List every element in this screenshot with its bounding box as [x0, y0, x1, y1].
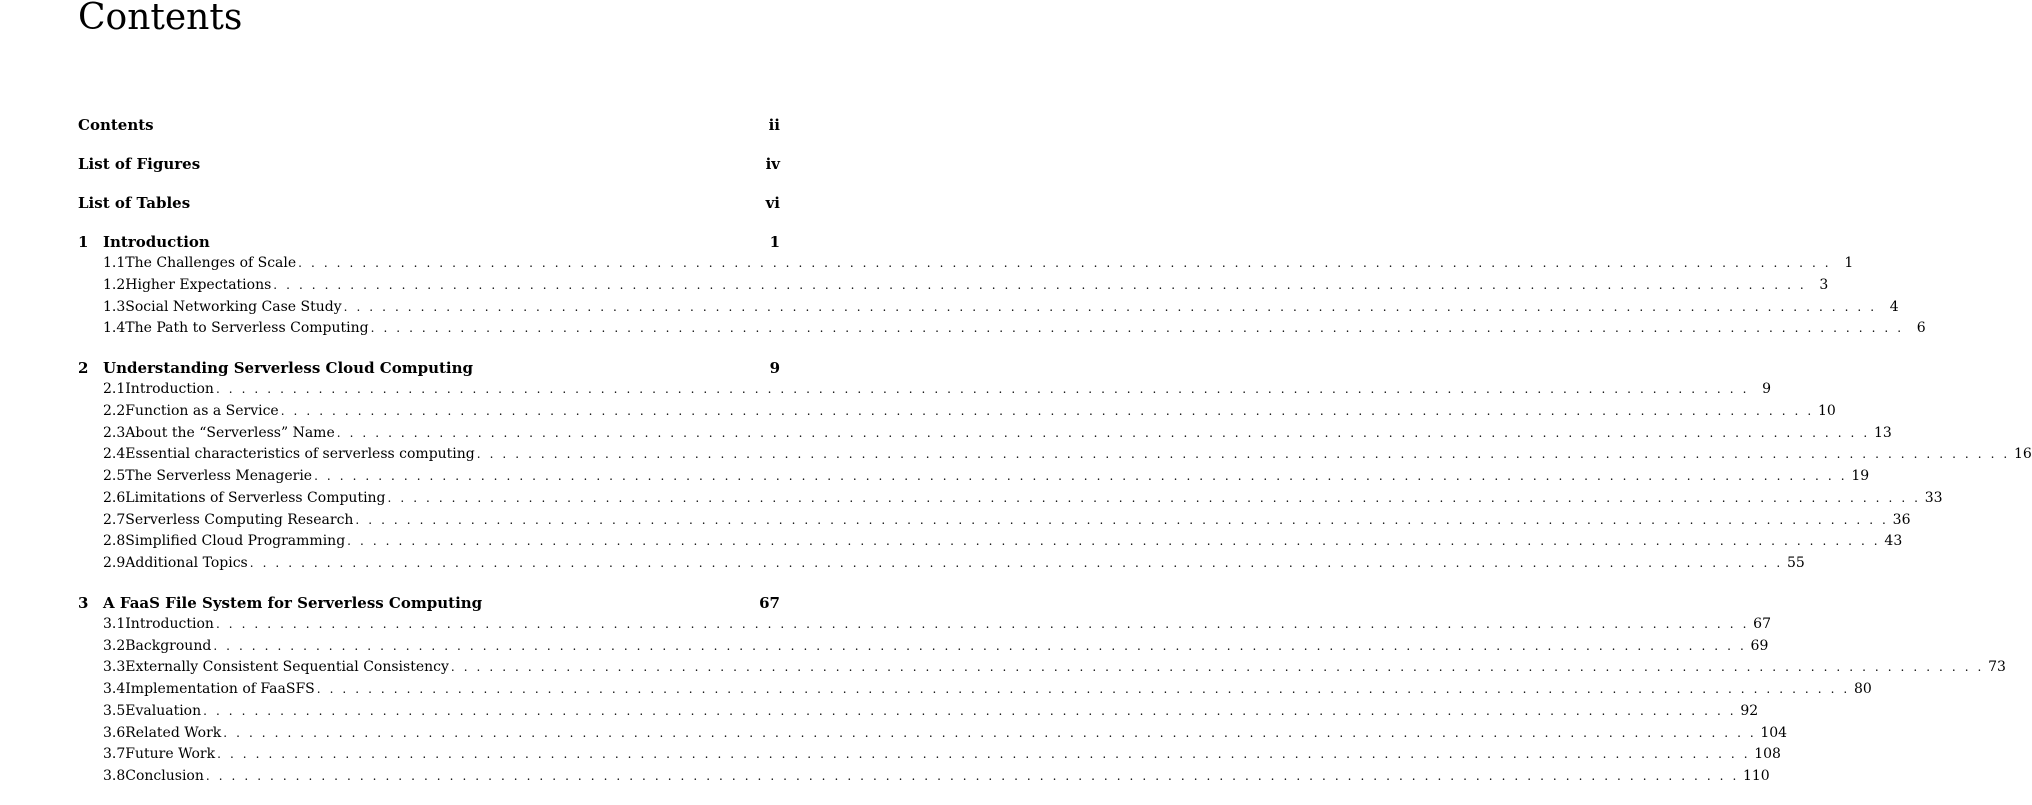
toc-section-entry[interactable]	[78, 766, 1770, 788]
toc-section-title: The Path to Serverless Computing	[125, 320, 369, 337]
toc-section-number: 1.2	[103, 276, 126, 293]
toc-dot-leader: . . . . . . . . . . . . . . . . . . . . . . . . . . . . . . . . . . . . . . . . . . . . . . . . . . . . . . . . . . . . . . . . . . . . . . . . . . . . . . . . . . . . . . . . . . . . . . . . . . . . . . . . . . . . . . . . . . . . . . . .	[215, 616, 1749, 631]
toc-section-entry[interactable]	[78, 723, 1788, 745]
toc-section-number: 2.5	[103, 468, 126, 484]
toc-section-title: Additional Topics	[125, 555, 248, 571]
toc-section-title: Externally Consistent Sequential Consistency	[125, 659, 449, 676]
toc-dot-leader: . . . . . . . . . . . . . . . . . . . . . . . . . . . . . . . . . . . . . . . . . . . . . . . . . . . . . . . . . . . . . . . . . . . . . . . . . . . . . . . . . . . . . . . . . . . . . . . . . . . . . . . . . . . . . . . . . . . . . . . .	[316, 682, 1850, 696]
toc-page-number: 33	[1924, 489, 1943, 506]
toc-page-number: vi	[765, 194, 780, 212]
toc-front-matter-entry[interactable]	[78, 114, 780, 136]
toc-dot-leader: . . . . . . . . . . . . . . . . . . . . . . . . . . . . . . . . . . . . . . . . . . . . . . . . . . . . . . . . . . . . . . . . . . . . . . . . . . . . . . . . . . . . . . . . . . . . . . . . . . . . . . . . . . . . . . . . . . . . . . . .	[223, 725, 1757, 740]
toc-chapter-title: Understanding Serverless Cloud Computing	[103, 359, 474, 377]
toc-section-number: 1.4	[103, 320, 126, 337]
toc-chapter-number: 2	[78, 359, 89, 377]
toc-dot-leader: . . . . . . . . . . . . . . . . . . . . . . . . . . . . . . . . . . . . . . . . . . . . . . . . . . . . . . . . . . . . . . . . . . . . . . . . . . . . . . . . . . . . . . . . . . . . . . . . . . . . . . . . . . . . . . . . . . . . . . . .	[347, 534, 1881, 549]
toc-page-number: 43	[1884, 533, 1903, 550]
toc-dot-leader: . . . . . . . . . . . . . . . . . . . . . . . . . . . . . . . . . . . . . . . . . . . . . . . . . . . . . . . . . . . . . . . . . . . . . . . . . . . . . . . . . . . . . . . . . . . . . . . . . . . . . . . . . . . . . . . . . . . . . . . .	[215, 382, 1749, 396]
toc-section-number: 3.4	[103, 681, 126, 697]
toc-section-entry[interactable]	[78, 614, 1771, 636]
toc-section-entry[interactable]	[78, 636, 1769, 658]
toc-section-title: Social Networking Case Study	[125, 298, 342, 315]
toc-dot-leader: . . . . . . . . . . . . . . . . . . . . . . . . . . . . . . . . . . . . . . . . . . . . . . . . . . . . . . . . . . . . . . . . . . . . . . . . . . . . . . . . . . . . . . . . . . . . . . . . . . . . . . . . . . . . . . . . . . . . . . . .	[476, 447, 2010, 462]
toc-section-entry[interactable]	[78, 679, 1872, 701]
toc-section-number: 3.6	[103, 724, 126, 741]
toc-dot-leader: . . . . . . . . . . . . . . . . . . . . . . . . . . . . . . . . . . . . . . . . . . . . . . . . . . . . . . . . . . . . . . . . . . . . . . . . . . . . . . . . . . . . . . . . . . . . . . . . . . . . . . . . . . . . . . . . . . . . . . . .	[370, 321, 1904, 336]
toc-section-entry[interactable]	[78, 466, 1870, 488]
toc-dot-leader: . . . . . . . . . . . . . . . . . . . . . . . . . . . . . . . . . . . . . . . . . . . . . . . . . . . . . . . . . . . . . . . . . . . . . . . . . . . . . . . . . . . . . . . . . . . . . . . . . . . . . . . . . . . . . . . . . . . . . . . .	[387, 490, 1921, 505]
toc-chapter-entry[interactable]	[78, 592, 780, 614]
toc-section-title: The Serverless Menagerie	[125, 468, 313, 484]
toc-page-number: 9	[769, 359, 780, 377]
toc-chapter-title: Introduction	[103, 233, 210, 251]
toc-chapter-entry[interactable]	[78, 231, 780, 253]
toc-section-number: 3.8	[103, 768, 126, 784]
toc-section-title: Essential characteristics of serverless computing	[125, 446, 475, 463]
toc-chapter-block	[78, 357, 2032, 575]
toc-section-entry[interactable]	[78, 488, 1943, 510]
toc-page-number: 108	[1754, 746, 1781, 763]
toc-dot-leader: . . . . . . . . . . . . . . . . . . . . . . . . . . . . . . . . . . . . . . . . . . . . . . . . . . . . . . . . . . . . . . . . . . . . . . . . . . . . . . . . . . . . . . . . . . . . . . . . . . . . . . . . . . . . . . . . . . . . . . . .	[280, 403, 1814, 418]
toc-section-entry[interactable]	[78, 275, 1829, 297]
toc-section-entry[interactable]	[78, 744, 1781, 766]
toc-section-number: 2.1	[103, 381, 126, 397]
toc-section-title: Related Work	[125, 724, 222, 741]
toc-section-entry[interactable]	[78, 531, 1903, 553]
toc-section-title: Introduction	[125, 381, 214, 397]
toc-section-number: 2.9	[103, 555, 126, 571]
toc-page-number: 9	[1762, 381, 1771, 397]
toc-section-number: 2.3	[103, 424, 126, 441]
toc-dot-leader: . . . . . . . . . . . . . . . . . . . . . . . . . . . . . . . . . . . . . . . . . . . . . . . . . . . . . . . . . . . . . . . . . . . . . . . . . . . . . . . . . . . . . . . . . . . . . . . . . . . . . . . . . . . . . . . . . . . . . . . .	[343, 299, 1877, 314]
toc-section-number: 2.2	[103, 402, 126, 419]
toc-chapter-number: 1	[78, 233, 89, 251]
toc-section-number: 1.3	[103, 298, 126, 315]
toc-chapter-entry[interactable]	[78, 357, 780, 379]
toc-chapter-block	[78, 231, 1926, 340]
toc-page-number: 1	[1844, 255, 1854, 271]
toc-page-number: 1	[769, 233, 780, 251]
toc-section-entry[interactable]	[78, 297, 1899, 319]
toc-page-number: 4	[1889, 298, 1899, 315]
toc-section-number: 2.8	[103, 533, 126, 550]
toc-section-number: 3.3	[103, 659, 126, 676]
toc-page-number: iv	[765, 155, 780, 173]
toc-dot-leader: . . . . . . . . . . . . . . . . . . . . . . . . . . . . . . . . . . . . . . . . . . . . . . . . . . . . . . . . . . . . . . . . . . . . . . . . . . . . . . . . . . . . . . . . . . . . . . . . . . . . . . . . . . . . . . . . . . . . . . . .	[217, 747, 1751, 762]
toc-page-number: 16	[2014, 446, 2032, 463]
toc-chapter-title: A FaaS File System for Serverless Computing	[103, 593, 483, 612]
toc-section-entry[interactable]	[78, 553, 1805, 575]
toc-chapter-number: 3	[78, 593, 89, 612]
toc-section-title: Serverless Computing Research	[125, 511, 354, 528]
toc-section-number: 2.6	[103, 489, 126, 506]
toc-section-entry[interactable]	[78, 401, 1836, 423]
toc-entry-title: List of Figures	[78, 155, 201, 173]
table-of-contents	[78, 114, 2032, 805]
toc-page-number: 80	[1854, 681, 1872, 697]
toc-section-entry[interactable]	[78, 657, 2006, 679]
toc-entry-title: Contents	[78, 116, 154, 134]
toc-dot-leader: . . . . . . . . . . . . . . . . . . . . . . . . . . . . . . . . . . . . . . . . . . . . . . . . . . . . . . . . . . . . . . . . . . . . . . . . . . . . . . . . . . . . . . . . . . . . . . . . . . . . . . . . . . . . . . . . . . . . . . . .	[314, 469, 1848, 483]
toc-section-entry[interactable]	[78, 444, 2032, 466]
toc-page-number: 104	[1760, 724, 1788, 741]
toc-page-number: 110	[1742, 768, 1770, 784]
toc-section-title: The Challenges of Scale	[125, 255, 297, 271]
toc-section-title: Limitations of Serverless Computing	[125, 489, 386, 506]
toc-page-number: 67	[1753, 615, 1771, 632]
toc-page-number: 13	[1873, 424, 1892, 441]
toc-dot-leader: . . . . . . . . . . . . . . . . . . . . . . . . . . . . . . . . . . . . . . . . . . . . . . . . . . . . . . . . . . . . . . . . . . . . . . . . . . . . . . . . . . . . . . . . . . . . . . . . . . . . . . . . . . . . . . . . . . . . . . . .	[213, 638, 1747, 653]
toc-dot-leader: . . . . . . . . . . . . . . . . . . . . . . . . . . . . . . . . . . . . . . . . . . . . . . . . . . . . . . . . . . . . . . . . . . . . . . . . . . . . . . . . . . . . . . . . . . . . . . . . . . . . . . . . . . . . . . . . . . . . . . . .	[249, 556, 1783, 570]
toc-section-entry[interactable]	[78, 379, 1771, 401]
toc-page-number: 19	[1851, 468, 1870, 484]
toc-section-number: 2.7	[103, 511, 126, 528]
toc-front-matter-entry[interactable]	[78, 153, 780, 175]
toc-section-title: Future Work	[125, 746, 216, 763]
toc-section-title: Evaluation	[125, 702, 202, 719]
toc-dot-leader: . . . . . . . . . . . . . . . . . . . . . . . . . . . . . . . . . . . . . . . . . . . . . . . . . . . . . . . . . . . . . . . . . . . . . . . . . . . . . . . . . . . . . . . . . . . . . . . . . . . . . . . . . . . . . . . . . . . . . . . .	[298, 256, 1832, 270]
toc-section-number: 3.2	[103, 637, 126, 654]
toc-page-number: 10	[1817, 402, 1836, 419]
toc-dot-leader: . . . . . . . . . . . . . . . . . . . . . . . . . . . . . . . . . . . . . . . . . . . . . . . . . . . . . . . . . . . . . . . . . . . . . . . . . . . . . . . . . . . . . . . . . . . . . . . . . . . . . . . . . . . . . . . . . . . . . . . .	[203, 703, 1737, 718]
toc-section-title: Function as a Service	[125, 402, 279, 419]
toc-section-number: 2.4	[103, 446, 126, 463]
toc-section-entry[interactable]	[78, 318, 1926, 340]
toc-dot-leader: . . . . . . . . . . . . . . . . . . . . . . . . . . . . . . . . . . . . . . . . . . . . . . . . . . . . . . . . . . . . . . . . . . . . . . . . . . . . . . . . . . . . . . . . . . . . . . . . . . . . . . . . . . . . . . . . . . . . . . . .	[273, 277, 1807, 292]
toc-section-title: Introduction	[125, 615, 214, 632]
toc-page-number: 3	[1819, 276, 1829, 293]
toc-page-number: 36	[1892, 511, 1911, 528]
toc-section-entry[interactable]	[78, 423, 1892, 445]
toc-front-matter-entry[interactable]	[78, 192, 780, 214]
toc-section-entry[interactable]	[78, 253, 1854, 275]
toc-entry-title: List of Tables	[78, 194, 191, 212]
toc-section-title: Conclusion	[125, 768, 204, 784]
toc-dot-leader: . . . . . . . . . . . . . . . . . . . . . . . . . . . . . . . . . . . . . . . . . . . . . . . . . . . . . . . . . . . . . . . . . . . . . . . . . . . . . . . . . . . . . . . . . . . . . . . . . . . . . . . . . . . . . . . . . . . . . . . .	[355, 512, 1889, 527]
toc-page-number: 69	[1750, 637, 1769, 654]
toc-page-number: 55	[1786, 555, 1805, 571]
toc-section-number: 3.1	[103, 615, 126, 632]
toc-section-entry[interactable]	[78, 510, 1911, 532]
toc-section-number: 1.1	[103, 255, 126, 271]
toc-dot-leader: . . . . . . . . . . . . . . . . . . . . . . . . . . . . . . . . . . . . . . . . . . . . . . . . . . . . . . . . . . . . . . . . . . . . . . . . . . . . . . . . . . . . . . . . . . . . . . . . . . . . . . . . . . . . . . . . . . . . . . . .	[450, 660, 1984, 675]
toc-dot-leader: . . . . . . . . . . . . . . . . . . . . . . . . . . . . . . . . . . . . . . . . . . . . . . . . . . . . . . . . . . . . . . . . . . . . . . . . . . . . . . . . . . . . . . . . . . . . . . . . . . . . . . . . . . . . . . . . . . . . . . . .	[205, 769, 1739, 783]
toc-section-title: Background	[125, 637, 212, 654]
toc-page-number: 67	[759, 593, 780, 612]
toc-section-number: 3.5	[103, 702, 126, 719]
toc-page-number: 92	[1740, 702, 1759, 719]
toc-section-entry[interactable]	[78, 701, 1759, 723]
toc-page-number: 73	[1988, 659, 2006, 676]
toc-chapter-block	[78, 592, 2006, 788]
toc-section-title: Implementation of FaaSFS	[125, 681, 315, 697]
toc-page-number: ii	[768, 116, 780, 134]
toc-page-number: 6	[1916, 320, 1926, 337]
toc-dot-leader: . . . . . . . . . . . . . . . . . . . . . . . . . . . . . . . . . . . . . . . . . . . . . . . . . . . . . . . . . . . . . . . . . . . . . . . . . . . . . . . . . . . . . . . . . . . . . . . . . . . . . . . . . . . . . . . . . . . . . . . .	[336, 425, 1870, 440]
toc-section-number: 3.7	[103, 746, 126, 763]
toc-section-title: Higher Expectations	[125, 276, 272, 293]
toc-section-title: About the “Serverless” Name	[125, 424, 335, 441]
page-title: Contents	[78, 0, 243, 38]
toc-section-title: Simplified Cloud Programming	[125, 533, 346, 550]
